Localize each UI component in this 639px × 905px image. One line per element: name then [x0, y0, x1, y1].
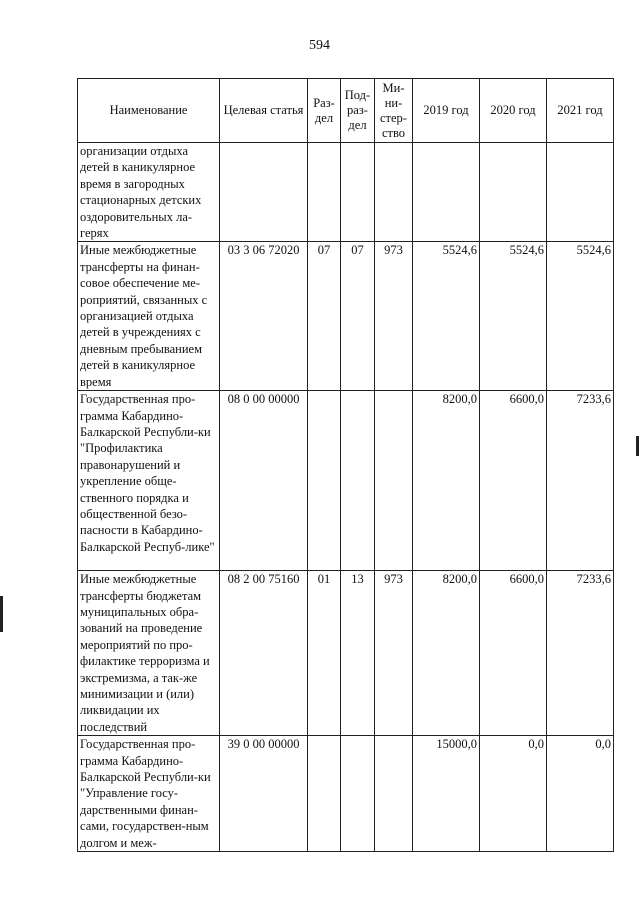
row-2020: 6600,0: [480, 571, 547, 736]
table-row: [78, 143, 614, 242]
row-name: Иные межбюджетные трансферты бюджетам муниципальных обра-зований на проведение мероприятий по про-филактике терроризма и экстремизма, а так-же минимизации и (или) ликвидации их последствий: [78, 571, 220, 736]
header-section: Раз-дел: [308, 79, 341, 143]
row-2019: 8200,0: [413, 391, 480, 571]
row-subsection: [341, 391, 375, 571]
row-2019: 5524,6: [413, 242, 480, 391]
row-2021: 7233,6: [547, 571, 614, 736]
row-2021: 0,0: [547, 736, 614, 852]
row-2020: [480, 143, 547, 242]
row-target: 03 3 06 72020: [220, 242, 308, 391]
header-name: Наименование: [78, 79, 220, 143]
row-section: [308, 391, 341, 571]
row-section: 07: [308, 242, 341, 391]
row-section: [308, 736, 341, 852]
row-2021: 5524,6: [547, 242, 614, 391]
row-name: организации отдыха детей в каникулярное время в загородных стационарных детских оздоровительных ла-герях: [78, 143, 220, 242]
header-subsection: Под-раз-дел: [341, 79, 375, 143]
row-2020: 6600,0: [480, 391, 547, 571]
row-name: Иные межбюджетные трансферты на финан-совое обеспечение ме-роприятий, связанных с организацией отдыха детей в учреждениях с дневным пребыванием детей в каникулярное время: [78, 242, 220, 391]
table-row: [78, 242, 614, 391]
row-section: 01: [308, 571, 341, 736]
header-2019: 2019 год: [413, 79, 480, 143]
row-target: 08 2 00 75160: [220, 571, 308, 736]
row-ministry: [375, 736, 413, 852]
header-row: [78, 79, 614, 143]
header-2021: 2021 год: [547, 79, 614, 143]
table-row: [78, 736, 614, 852]
row-ministry: [375, 143, 413, 242]
row-section: [308, 143, 341, 242]
table-row: [78, 571, 614, 736]
row-2021: [547, 143, 614, 242]
row-ministry: 973: [375, 571, 413, 736]
row-ministry: [375, 391, 413, 571]
scan-mark-left: [0, 596, 3, 632]
row-name: Государственная про-грамма Кабардино-Балкарской Республи-ки "Профилактика правонарушений и укрепление обще-ственного порядка и общественной безо-пасности в Кабардино-Балкарской Респуб-лике": [78, 391, 220, 571]
row-subsection: 07: [341, 242, 375, 391]
budget-table: [77, 78, 614, 852]
row-ministry: 973: [375, 242, 413, 391]
row-subsection: 13: [341, 571, 375, 736]
row-2020: 5524,6: [480, 242, 547, 391]
row-2019: 15000,0: [413, 736, 480, 852]
row-subsection: [341, 736, 375, 852]
row-2019: [413, 143, 480, 242]
header-2020: 2020 год: [480, 79, 547, 143]
row-name: Государственная про-грамма Кабардино-Балкарской Республи-ки "Управление госу-дарственными финан-сами, государствен-ным долгом и меж-: [78, 736, 220, 852]
row-target: 08 0 00 00000: [220, 391, 308, 571]
header-target: Целевая статья: [220, 79, 308, 143]
table-row: [78, 391, 614, 571]
row-2021: 7233,6: [547, 391, 614, 571]
row-2020: 0,0: [480, 736, 547, 852]
header-ministry: Ми-ни-стер-ство: [375, 79, 413, 143]
row-target: 39 0 00 00000: [220, 736, 308, 852]
page-number: 594: [309, 38, 330, 53]
row-subsection: [341, 143, 375, 242]
row-2019: 8200,0: [413, 571, 480, 736]
row-target: [220, 143, 308, 242]
